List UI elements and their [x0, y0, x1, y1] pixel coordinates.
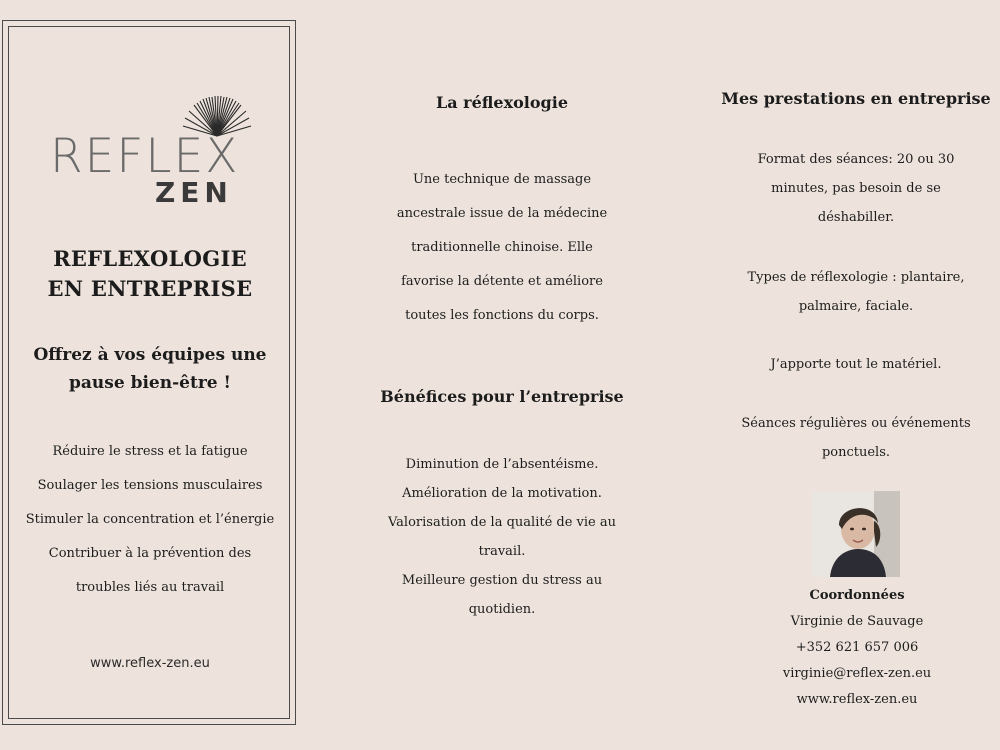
- cover-title-line-1: REFLEXOLOGIE: [53, 246, 247, 271]
- benefit-item: Réduire le stress et la fatigue: [52, 444, 248, 459]
- logo-word-zen: ZEN: [155, 176, 233, 209]
- text-line: minutes, pas besoin de se: [771, 181, 941, 196]
- cover-subtitle-line-1: Offrez à vos équipes une: [33, 345, 267, 365]
- contact-name: Virginie de Sauvage: [790, 614, 924, 629]
- therapist-photo: [812, 491, 900, 577]
- text-line: palmaire, faciale.: [798, 299, 914, 314]
- text-line: Amélioration de la motivation.: [402, 486, 602, 501]
- text-line: quotidien.: [468, 602, 536, 617]
- contact-email[interactable]: virginie@reflex-zen.eu: [782, 666, 932, 681]
- company-benefits-section: [352, 386, 652, 408]
- text-line: Format des séances: 20 ou 30: [757, 152, 955, 167]
- text-line: ponctuels.: [821, 445, 891, 460]
- company-benefits-heading: Bénéfices pour l’entreprise: [380, 387, 624, 406]
- text-line: Séances régulières ou événements: [741, 416, 971, 431]
- services-section: [712, 88, 1000, 110]
- text-line: Valorisation de la qualité de vie au: [387, 515, 617, 530]
- reflexology-heading: La réflexologie: [435, 93, 568, 112]
- contact-block: [712, 583, 1000, 713]
- cover-title-line-2: EN ENTREPRISE: [47, 276, 253, 301]
- text-line: traditionnelle chinoise. Elle: [411, 240, 593, 255]
- portrait-image: [812, 491, 900, 577]
- contact-phone[interactable]: +352 621 657 006: [795, 640, 919, 655]
- text-line: ancestrale issue de la médecine: [396, 206, 608, 221]
- cover-website-link[interactable]: www.reflex-zen.eu: [90, 656, 210, 671]
- reflex-zen-logo: [3, 21, 297, 221]
- services-paragraph-format: [712, 145, 1000, 232]
- text-line: J’apporte tout le matériel.: [770, 357, 942, 372]
- services-heading: Mes prestations en entreprise: [721, 89, 991, 108]
- text-line: Meilleure gestion du stress au: [401, 573, 603, 588]
- cover-benefits-list: [3, 435, 297, 605]
- text-line: déshabiller.: [817, 210, 895, 225]
- benefit-item: troubles liés au travail: [75, 580, 225, 595]
- reflexology-description: [352, 163, 652, 333]
- cover-subtitle-line-2: pause bien-être !: [69, 373, 231, 393]
- brochure-cover-panel: [2, 20, 296, 725]
- benefit-item: Soulager les tensions musculaires: [37, 478, 263, 493]
- contact-website[interactable]: www.reflex-zen.eu: [796, 692, 918, 707]
- services-paragraph-equipment: [712, 350, 1000, 379]
- benefit-item: Contribuer à la prévention des: [48, 546, 252, 561]
- services-paragraph-sessions: [712, 409, 1000, 467]
- benefit-item: Stimuler la concentration et l’énergie: [25, 512, 275, 527]
- reflexology-section: [352, 92, 652, 114]
- company-benefits-list: [352, 450, 652, 624]
- logo-word-reflex: REFLEX: [50, 129, 240, 184]
- text-line: Types de réflexologie : plantaire,: [747, 270, 965, 285]
- services-paragraph-types: [712, 263, 1000, 321]
- contact-heading: Coordonnées: [809, 588, 905, 603]
- text-line: Une technique de massage: [412, 172, 592, 187]
- text-line: travail.: [478, 544, 526, 559]
- text-line: favorise la détente et améliore: [401, 274, 603, 289]
- text-line: toutes les fonctions du corps.: [405, 308, 599, 323]
- text-line: Diminution de l’absentéisme.: [405, 457, 599, 472]
